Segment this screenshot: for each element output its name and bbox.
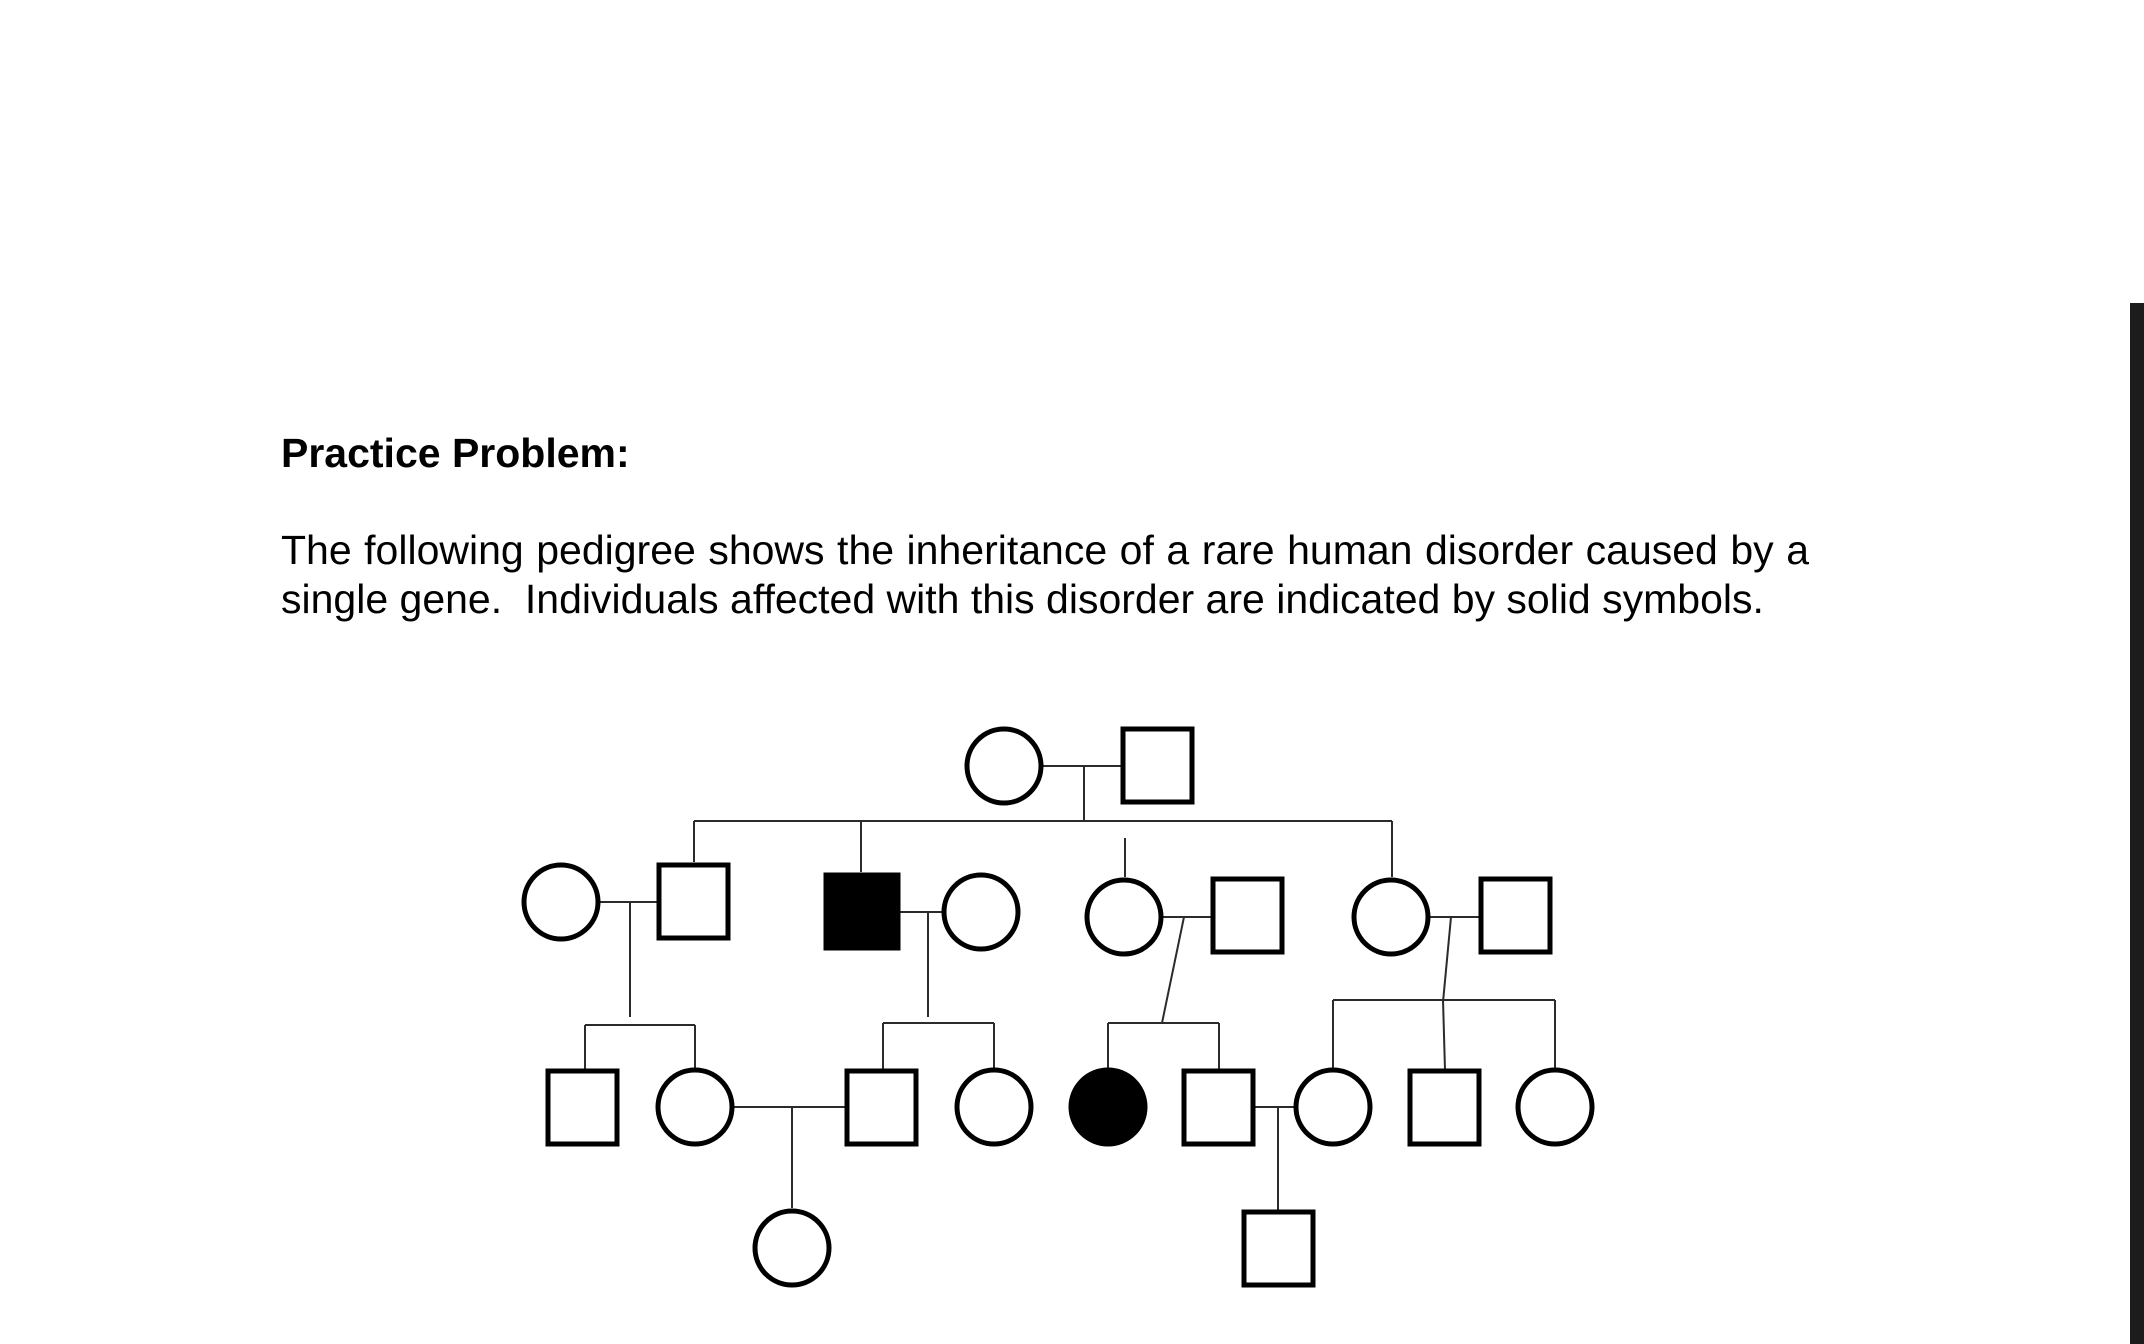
individual-I-1-circle xyxy=(967,729,1041,803)
individual-I-2-square xyxy=(1123,729,1192,802)
individual-III-8-square xyxy=(1410,1071,1479,1144)
individual-III-4-circle xyxy=(957,1070,1031,1144)
individual-III-5-circle-affected xyxy=(1071,1070,1145,1144)
problem-heading: Practice Problem: xyxy=(281,430,630,476)
page-edge-scrollbar[interactable] xyxy=(2130,303,2144,1344)
descent-line-couple-c xyxy=(1162,917,1184,1023)
child-drop-III-8 xyxy=(1443,1000,1445,1070)
individual-III-9-circle xyxy=(1518,1070,1592,1144)
individual-III-6-square xyxy=(1184,1071,1253,1144)
individual-IV-2-square xyxy=(1244,1212,1313,1285)
individual-II-spouse-3-square xyxy=(1213,879,1282,952)
individual-III-7-circle xyxy=(1296,1070,1370,1144)
descent-line-couple-d xyxy=(1443,917,1451,1002)
individual-II-3-circle xyxy=(1087,880,1161,954)
individual-III-3-square xyxy=(847,1071,916,1144)
individual-II-4-circle xyxy=(1354,880,1428,954)
individual-II-1-square xyxy=(659,865,728,938)
problem-description: The following pedigree shows the inheritance of a rare human disorder caused by a single gene. Individuals affected with this disorder are indicated by solid symbols. xyxy=(281,527,1809,622)
individual-II-spouse-1-circle xyxy=(524,865,598,939)
individual-III-1-square xyxy=(548,1071,617,1144)
individual-II-2-square-affected xyxy=(826,875,898,948)
individual-III-2-circle xyxy=(658,1070,732,1144)
individual-II-spouse-4-square xyxy=(1481,879,1550,952)
individual-II-spouse-2-circle xyxy=(944,875,1018,949)
individual-IV-1-circle xyxy=(755,1211,829,1285)
